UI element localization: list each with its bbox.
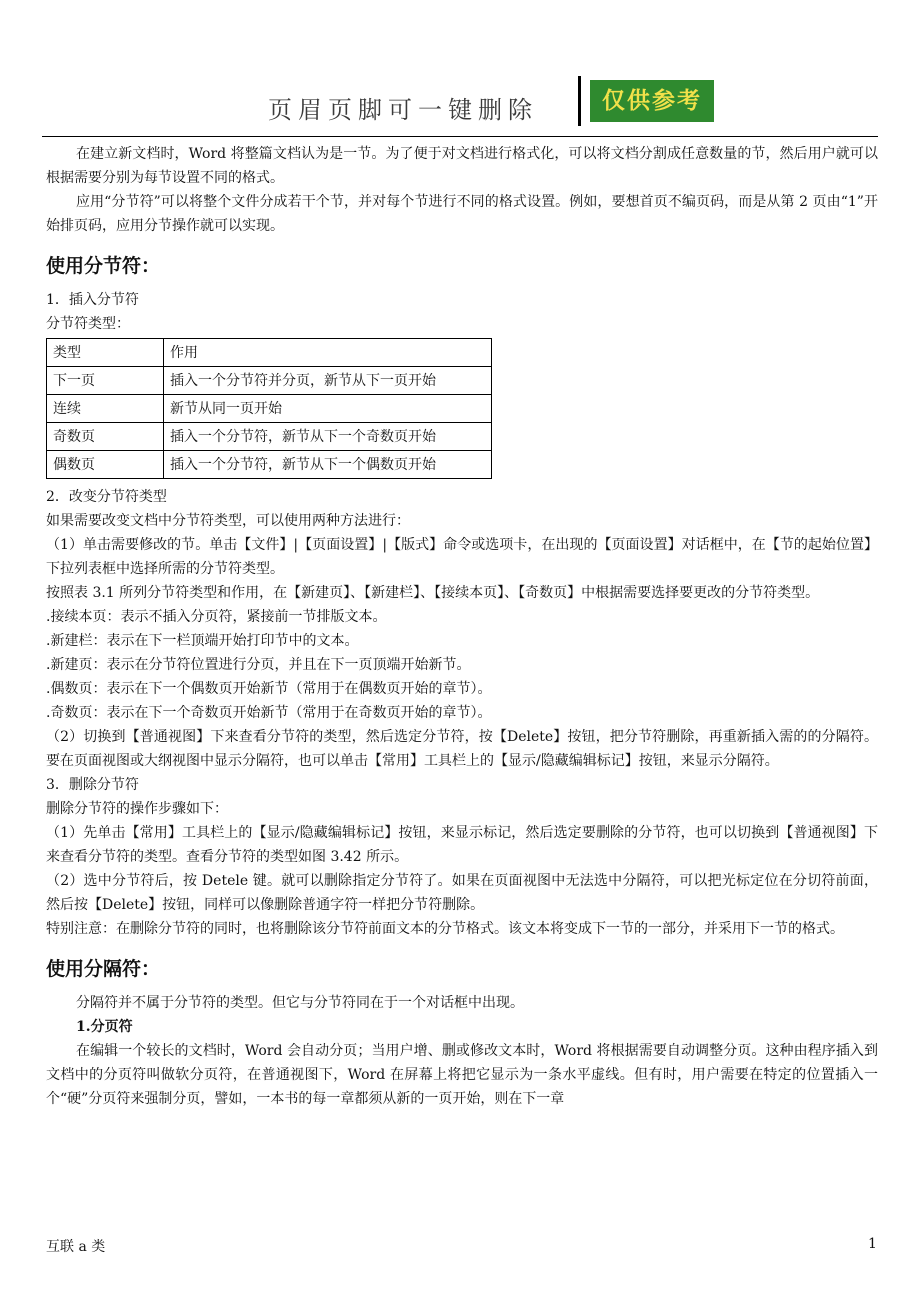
page-break-paragraph: 在编辑一个较长的文档时，Word 会自动分页；当用户增、删或修改文本时，Word 将根据需要自动调整分页。这种由程序插入到文档中的分页符叫做软分页符，在普通视图下，Word 在屏幕上将把它显示为一条水平虚线。但有时，用户需要在特定的位置插入一个“硬”分页符来强制分页，譬如，一本书的每一章都须从新的一页开始，则在下一章	[46, 1043, 878, 1107]
section-break-types-table	[46, 338, 492, 479]
table-cell: 插入一个分节符，新节从下一个奇数页开始	[164, 423, 492, 451]
table-cell: 插入一个分节符，新节从下一个偶数页开始	[164, 451, 492, 479]
intro-paragraph-2: 应用“分节符”可以将整个文件分成若干个节，并对每个节进行不同的格式设置。例如，要想首页不编页码，而是从第 2 页由“1”开始排页码，应用分节操作就可以实现。	[46, 194, 878, 234]
table-row	[47, 451, 492, 479]
intro-paragraph-1: 在建立新文档时，Word 将整篇文档认为是一节。为了便于对文档进行格式化，可以将文档分割成任意数量的节，然后用户就可以根据需要分别为每节设置不同的格式。	[46, 146, 878, 186]
step3-paragraph: （2）选中分节符后，按 Detele 键。就可以删除指定分节符了。如果在页面视图中无法选中分隔符，可以把光标定位在分切符前面，然后按【Delete】按钮，同样可以像删除普通字符一样把分节符删除。	[46, 873, 878, 913]
table-header-cell: 类型	[47, 339, 164, 367]
header-divider	[578, 76, 581, 126]
step2-paragraph: （1）单击需要修改的节。单击【文件】|【页面设置】|【版式】命令或选项卡，在出现的【页面设置】对话框中，在【节的起始位置】下拉列表框中选择所需的分节符类型。	[46, 537, 878, 577]
document-body	[46, 142, 878, 1111]
table-cell: 插入一个分节符并分页，新节从下一页开始	[164, 367, 492, 395]
table-row	[47, 395, 492, 423]
step2-paragraph: 按照表 3.1 所列分节符类型和作用，在【新建页】、【新建栏】、【接续本页】、【奇数页】中根据需要选择要更改的分节符类型。	[46, 585, 820, 601]
step1-title: 1．插入分节符	[46, 292, 139, 308]
step2-paragraph: .接续本页：表示不插入分页符，紧接前一节排版文本。	[46, 609, 387, 625]
separator-intro: 分隔符并不属于分节符的类型。但它与分节符同在于一个对话框中出现。	[76, 995, 524, 1011]
table-cell: 下一页	[47, 367, 164, 395]
step2-paragraph: .新建栏：表示在下一栏顶端开始打印节中的文本。	[46, 633, 359, 649]
table-cell: 奇数页	[47, 423, 164, 451]
table-header-cell: 作用	[164, 339, 492, 367]
step2-paragraph: （2）切换到【普通视图】下来查看分节符的类型，然后选定分节符，按【Delete】按钮，把分节符删除，再重新插入需的的分隔符。要在页面视图或大纲视图中显示分隔符，也可以单击【常用】工具栏上的【显示/隐藏编辑标记】按钮，来显示分隔符。	[46, 729, 878, 769]
step3-paragraph: （1）先单击【常用】工具栏上的【显示/隐藏编辑标记】按钮，来显示标记，然后选定要删除的分节符，也可以切换到【普通视图】下来查看分节符的类型。查看分节符的类型如图 3.42 所示。	[46, 825, 878, 865]
step2-paragraph: .新建页：表示在分节符位置进行分页，并且在下一页顶端开始新节。	[46, 657, 471, 673]
table-caption: 分节符类型：	[46, 316, 130, 332]
footer-category: 互联 a 类	[46, 1239, 106, 1255]
step3-title: 3．删除分节符	[46, 777, 139, 793]
page-break-subtitle: 1.分页符	[76, 1019, 133, 1035]
step2-title: 2．改变分节符类型	[46, 489, 167, 505]
step3-paragraph: 特别注意：在删除分节符的同时，也将删除该分节符前面文本的分节格式。该文本将变成下一节的一部分，并采用下一节的格式。	[46, 921, 844, 937]
section-heading-separator: 使用分隔符：	[46, 958, 161, 980]
table-row	[47, 367, 492, 395]
step2-paragraph: 如果需要改变文档中分节符类型，可以使用两种方法进行：	[46, 513, 410, 529]
table-header-row	[47, 339, 492, 367]
section-heading-section-break: 使用分节符：	[46, 255, 161, 277]
step2-paragraph: .奇数页：表示在下一个奇数页开始新节（常用于在奇数页开始的章节）。	[46, 705, 492, 721]
step2-paragraph: .偶数页：表示在下一个偶数页开始新节（常用于在偶数页开始的章节）。	[46, 681, 492, 697]
header-rule	[42, 136, 878, 137]
step3-paragraph: 删除分节符的操作步骤如下：	[46, 801, 228, 817]
table-cell: 连续	[47, 395, 164, 423]
page-header-banner	[0, 72, 920, 134]
header-title: 页眉页脚可一键删除	[268, 96, 538, 124]
table-cell: 偶数页	[47, 451, 164, 479]
table-row	[47, 423, 492, 451]
page-number: 1	[868, 1236, 877, 1252]
reference-badge: 仅供参考	[590, 80, 714, 122]
table-cell: 新节从同一页开始	[164, 395, 492, 423]
